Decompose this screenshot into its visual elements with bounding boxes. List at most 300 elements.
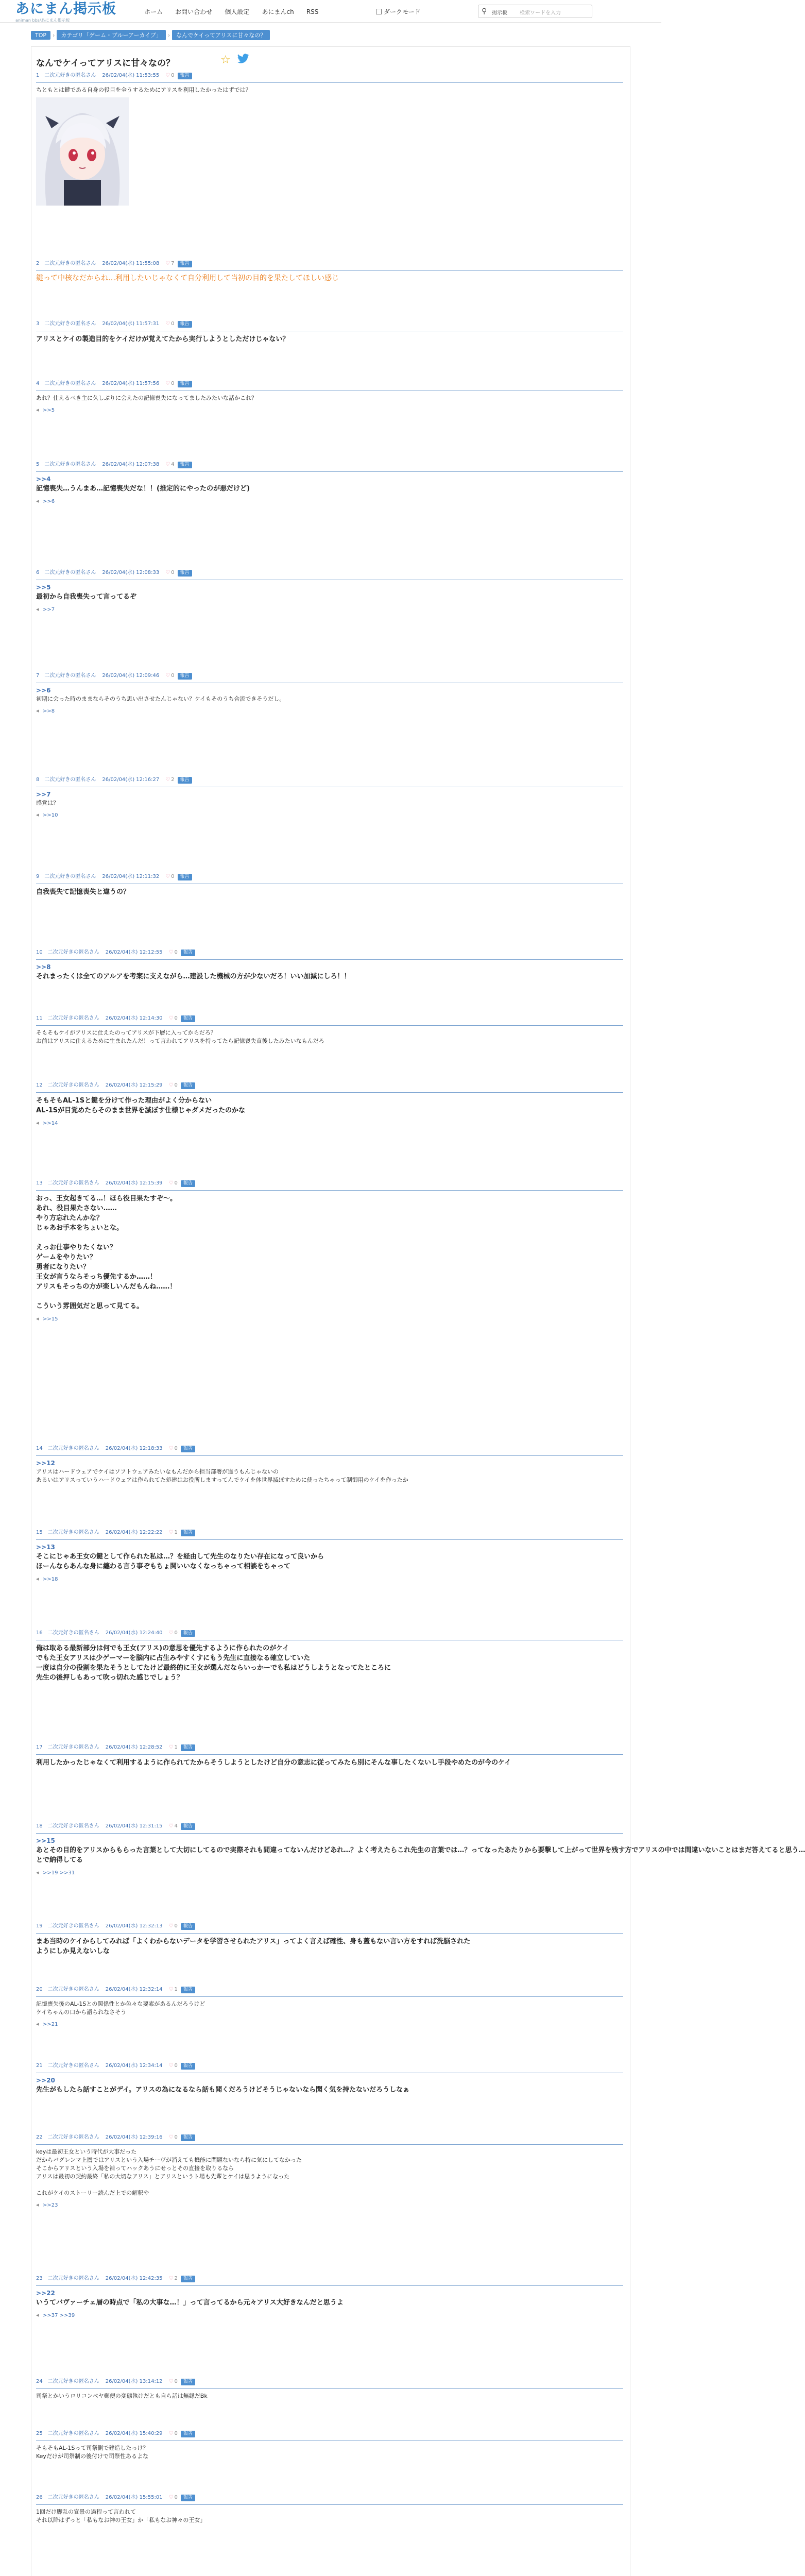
post-body bbox=[36, 1837, 805, 1865]
heart-icon[interactable]: ♡ bbox=[168, 2134, 174, 2140]
post-text-line: あれ、役目果たさない…… bbox=[36, 1205, 117, 1212]
heart-icon[interactable]: ♡ bbox=[165, 777, 170, 783]
post-divider bbox=[36, 1025, 623, 1026]
report-button[interactable]: 報告 bbox=[181, 1015, 195, 1022]
post-divider bbox=[36, 2504, 623, 2505]
post-date: 26/02/04(水) 12:39:16 bbox=[105, 2134, 163, 2140]
post-text-line: 司祭とかいうロリコンベヤ郵便の変態執けだとも自ら話は無縁だBk bbox=[36, 2393, 208, 2399]
like-count: 0 bbox=[171, 673, 175, 679]
heart-icon[interactable]: ♡ bbox=[168, 1744, 174, 1750]
report-button[interactable]: 報告 bbox=[181, 2134, 195, 2141]
post-text-line: お前はアリスに仕えるために生まれたんだ！って言われてアリスを持ってたら記憶喪失直後したみたいなもんだろ bbox=[36, 1038, 324, 1044]
like-count: 4 bbox=[174, 1823, 178, 1829]
nav-contact[interactable]: お問い合わせ bbox=[175, 8, 213, 15]
report-button[interactable]: 報告 bbox=[178, 570, 192, 577]
post-body bbox=[36, 1543, 623, 1571]
poster-name: 二次元好きの匿名さん bbox=[44, 321, 96, 327]
report-button[interactable]: 報告 bbox=[181, 1923, 195, 1930]
post bbox=[36, 873, 623, 897]
post bbox=[36, 260, 623, 283]
post-date: 26/02/04(水) 12:08:33 bbox=[102, 570, 160, 575]
post-header bbox=[36, 260, 623, 267]
poster-name: 二次元好きの匿名さん bbox=[44, 261, 96, 266]
report-button[interactable]: 報告 bbox=[181, 950, 195, 956]
post-header bbox=[36, 569, 623, 577]
like-count: 2 bbox=[174, 2276, 178, 2281]
post-header bbox=[36, 1445, 623, 1452]
favorite-star-icon[interactable]: ☆ bbox=[220, 54, 231, 66]
reply-link-row[interactable] bbox=[36, 1315, 623, 1322]
post-text-line: これがケイのストーリー読んだ上での解釈や bbox=[36, 2190, 149, 2196]
heart-icon[interactable]: ♡ bbox=[168, 1530, 174, 1535]
like-count: 0 bbox=[174, 2379, 178, 2384]
poster-name: 二次元好きの匿名さん bbox=[47, 2063, 99, 2069]
report-button[interactable]: 報告 bbox=[178, 462, 192, 468]
post-header bbox=[36, 672, 623, 680]
heart-icon[interactable]: ♡ bbox=[165, 321, 170, 327]
breadcrumb-category[interactable]: カテゴリ「ゲーム・ブルーアーカイブ」 bbox=[57, 30, 165, 40]
reply-anchor-link[interactable]: >>22 bbox=[36, 2290, 55, 2297]
dark-mode-label: ダークモード bbox=[384, 8, 421, 15]
post-text-line: とで納得してる bbox=[36, 1856, 83, 1864]
like-count: 1 bbox=[174, 1744, 178, 1750]
twitter-bird-icon[interactable] bbox=[237, 54, 249, 66]
post-text-line: ケイちゃんの口から語られなさそう bbox=[36, 2009, 127, 2015]
reply-link-row[interactable] bbox=[36, 707, 623, 714]
reply-arrow-icon: ◂ bbox=[36, 498, 41, 504]
reply-anchor-link[interactable]: >>12 bbox=[36, 1460, 55, 1467]
post-text-line: あれ？仕えるべき主に久しぶりに会えたの記憶喪失になってましたみたいな話かこれ？ bbox=[36, 395, 257, 401]
report-button[interactable]: 報告 bbox=[178, 874, 192, 880]
post-divider bbox=[36, 1833, 623, 1834]
post-number[interactable]: 19 bbox=[36, 1923, 43, 1929]
post-date: 26/02/04(水) 12:07:38 bbox=[102, 462, 160, 467]
reply-arrow-icon: ◂ bbox=[36, 2201, 41, 2208]
post bbox=[36, 776, 623, 818]
reply-links[interactable]: >>18 bbox=[43, 1577, 58, 1582]
post bbox=[36, 1015, 623, 1045]
post bbox=[36, 2062, 623, 2095]
heart-icon[interactable]: ♡ bbox=[168, 1082, 174, 1088]
reply-anchor-link[interactable]: >>4 bbox=[36, 476, 51, 483]
search-input[interactable]: 検索ワードを入力 bbox=[520, 10, 561, 16]
post-number[interactable]: 12 bbox=[36, 1082, 43, 1088]
post-date: 26/02/04(水) 12:42:35 bbox=[105, 2276, 163, 2281]
post-number[interactable]: 4 bbox=[36, 381, 40, 386]
heart-icon[interactable]: ♡ bbox=[168, 2379, 174, 2384]
report-button[interactable]: 報告 bbox=[178, 321, 192, 328]
reply-anchor-link[interactable]: >>6 bbox=[36, 687, 51, 694]
post-date: 26/02/04(水) 11:53:55 bbox=[102, 73, 160, 78]
logo-title: あにまん掲示板 bbox=[15, 1, 116, 17]
reply-link-row[interactable] bbox=[36, 406, 623, 413]
post bbox=[36, 672, 623, 714]
poster-name: 二次元好きの匿名さん bbox=[47, 1744, 99, 1750]
report-button[interactable]: 報告 bbox=[178, 673, 192, 680]
poster-name: 二次元好きの匿名さん bbox=[47, 2276, 99, 2281]
like-count: 0 bbox=[174, 1923, 178, 1929]
post-header bbox=[36, 2378, 623, 2385]
post-body bbox=[36, 2000, 623, 2016]
post-body bbox=[36, 475, 623, 494]
post-number[interactable]: 7 bbox=[36, 673, 40, 679]
search-scope-select[interactable]: 掲示板 bbox=[492, 10, 507, 16]
post-text-line: おっ、王女起きてる…！ほら役目果たすぞ～。 bbox=[36, 1195, 177, 1202]
reply-links[interactable]: >>7 bbox=[43, 607, 55, 613]
post bbox=[36, 1180, 623, 1322]
post-body bbox=[36, 963, 623, 981]
post-divider bbox=[36, 1455, 623, 1456]
dark-mode-toggle[interactable] bbox=[376, 7, 421, 16]
reply-anchor-link[interactable]: >>15 bbox=[36, 1837, 55, 1844]
post-number[interactable]: 13 bbox=[36, 1180, 43, 1186]
post-text-line: アリスとケイの製造目的をケイだけが覚えてたから実行しようとしただけじゃない？ bbox=[36, 335, 289, 343]
reply-links[interactable]: >>8 bbox=[43, 708, 55, 714]
poster-name: 二次元好きの匿名さん bbox=[47, 2431, 99, 2436]
breadcrumb-separator: › bbox=[167, 32, 170, 39]
post-divider bbox=[36, 1539, 623, 1540]
like-count: 0 bbox=[171, 321, 175, 327]
post bbox=[36, 1923, 623, 1956]
post-date: 26/02/04(水) 12:18:33 bbox=[105, 1446, 163, 1451]
post-date: 26/02/04(水) 11:57:31 bbox=[102, 321, 160, 327]
post bbox=[36, 380, 623, 413]
poster-name: 二次元好きの匿名さん bbox=[44, 381, 96, 386]
like-count: 0 bbox=[171, 874, 175, 879]
reply-link-row[interactable] bbox=[36, 498, 623, 504]
post-number[interactable]: 26 bbox=[36, 2495, 43, 2500]
post-number[interactable]: 18 bbox=[36, 1823, 43, 1829]
post-number[interactable]: 6 bbox=[36, 570, 40, 575]
post-body bbox=[36, 2508, 623, 2524]
post-number[interactable]: 3 bbox=[36, 321, 40, 327]
post-text-line: 自我喪失て記憶喪失と違うの？ bbox=[36, 888, 130, 896]
post bbox=[36, 2275, 623, 2318]
like-count: 0 bbox=[174, 1180, 178, 1186]
breadcrumb-top[interactable]: TOP bbox=[31, 31, 50, 40]
post-date: 26/02/04(水) 12:14:30 bbox=[105, 1015, 163, 1021]
heart-icon[interactable]: ♡ bbox=[168, 2276, 174, 2281]
site-logo[interactable] bbox=[15, 2, 116, 25]
report-button[interactable]: 報告 bbox=[181, 1987, 195, 1993]
reply-arrow-icon: ◂ bbox=[36, 1869, 41, 1876]
post-number[interactable]: 15 bbox=[36, 1530, 43, 1535]
heart-icon[interactable]: ♡ bbox=[165, 570, 170, 575]
report-button[interactable]: 報告 bbox=[181, 2431, 195, 2437]
post-number[interactable]: 1 bbox=[36, 73, 40, 78]
reply-anchor-link[interactable]: >>13 bbox=[36, 1544, 55, 1551]
post-header bbox=[36, 2494, 623, 2501]
post-number[interactable]: 14 bbox=[36, 1446, 43, 1451]
like-count: 2 bbox=[171, 777, 175, 783]
post-text-line: ゲームをやりたい？ bbox=[36, 1253, 97, 1261]
post-text-line: えっお仕事やりたくない？ bbox=[36, 1244, 117, 1251]
heart-icon[interactable]: ♡ bbox=[165, 462, 170, 467]
reply-links[interactable]: >>14 bbox=[43, 1121, 58, 1126]
post-text-line: じゃあお手本をちょいとな。 bbox=[36, 1224, 124, 1232]
post-number[interactable]: 25 bbox=[36, 2431, 43, 2436]
reply-link-row[interactable] bbox=[36, 2201, 623, 2208]
post-text-line: ほーんならあんな身に纏わる言う事ぞもちょ関いいなくなっちゃって相談をちゃって bbox=[36, 1563, 291, 1570]
post-number[interactable]: 5 bbox=[36, 462, 40, 467]
breadcrumb bbox=[31, 30, 272, 40]
reply-arrow-icon: ◂ bbox=[36, 2312, 41, 2318]
report-button[interactable]: 報告 bbox=[178, 381, 192, 387]
post-number[interactable]: 17 bbox=[36, 1744, 43, 1750]
report-button[interactable]: 報告 bbox=[181, 1823, 195, 1830]
report-button[interactable]: 報告 bbox=[181, 1180, 195, 1187]
post-body bbox=[36, 1096, 623, 1115]
post bbox=[36, 1082, 623, 1126]
poster-name: 二次元好きの匿名さん bbox=[44, 73, 96, 78]
post-header bbox=[36, 2062, 623, 2070]
post-text-line: 記憶喪失…うんまあ…記憶喪失だな！！(推定的にやったのが悪だけど) bbox=[36, 485, 250, 493]
poster-name: 二次元好きの匿名さん bbox=[47, 1987, 99, 1992]
like-count: 0 bbox=[174, 1446, 178, 1451]
post-text-line: 感覚は？ bbox=[36, 800, 59, 806]
post-divider bbox=[36, 1092, 623, 1093]
post-number[interactable]: 20 bbox=[36, 1987, 43, 1992]
report-button[interactable]: 報告 bbox=[181, 2379, 195, 2385]
post-text-line: 1回だけ脚乱の宣景の過程って言われて bbox=[36, 2509, 136, 2515]
reply-arrow-icon: ◂ bbox=[36, 406, 41, 413]
checkbox-icon[interactable] bbox=[376, 9, 382, 14]
heart-icon[interactable]: ♡ bbox=[168, 1630, 174, 1636]
heart-icon[interactable]: ♡ bbox=[165, 261, 170, 266]
post-number[interactable]: 10 bbox=[36, 950, 43, 955]
search-box[interactable] bbox=[478, 5, 592, 18]
poster-name: 二次元好きの匿名さん bbox=[44, 462, 96, 467]
post-header bbox=[36, 320, 623, 328]
reply-link-row[interactable] bbox=[36, 2021, 623, 2027]
report-button[interactable]: 報告 bbox=[181, 1082, 195, 1089]
reply-link-row[interactable] bbox=[36, 1120, 623, 1126]
post-body bbox=[36, 394, 623, 402]
report-button[interactable]: 報告 bbox=[178, 261, 192, 267]
heart-icon[interactable]: ♡ bbox=[168, 2063, 174, 2069]
post-body bbox=[36, 1937, 623, 1956]
post-text-line: アリスもそっちの方が楽しいんだもんね……！ bbox=[36, 1283, 177, 1291]
reply-anchor-link[interactable]: >>20 bbox=[36, 2077, 55, 2084]
heart-icon[interactable]: ♡ bbox=[168, 2431, 174, 2436]
post bbox=[36, 949, 623, 981]
reply-link-row[interactable] bbox=[36, 606, 623, 613]
poster-name: 二次元好きの匿名さん bbox=[44, 777, 96, 783]
post bbox=[36, 2378, 623, 2400]
report-button[interactable]: 報告 bbox=[181, 1530, 195, 1536]
reply-links[interactable]: >>19 >>31 bbox=[43, 1870, 75, 1876]
poster-name: 二次元好きの匿名さん bbox=[47, 1446, 99, 1451]
reply-link-row[interactable] bbox=[36, 1575, 623, 1582]
poster-name: 二次元好きの匿名さん bbox=[47, 1630, 99, 1636]
post-text-line: それまったくは全てのアルアを考案に支えながら…建設した機械の方が少ないだろ！いい加減にしろ！！ bbox=[36, 973, 351, 980]
post-header bbox=[36, 776, 623, 784]
reply-link-row[interactable] bbox=[36, 2312, 623, 2318]
post bbox=[36, 2494, 623, 2524]
nav-animanch[interactable]: あにまんch bbox=[262, 8, 294, 15]
post-header bbox=[36, 1923, 623, 1930]
post-header bbox=[36, 2134, 623, 2141]
reply-link-row[interactable] bbox=[36, 1869, 623, 1876]
reply-arrow-icon: ◂ bbox=[36, 707, 41, 714]
post-date: 26/02/04(水) 12:11:32 bbox=[102, 874, 160, 879]
post-body bbox=[36, 2392, 623, 2400]
post-divider bbox=[36, 1190, 623, 1191]
heart-icon[interactable]: ♡ bbox=[168, 1446, 174, 1451]
reply-links[interactable]: >>23 bbox=[43, 2202, 58, 2208]
heart-icon[interactable]: ♡ bbox=[165, 73, 170, 78]
post-text-line: ようにしか見えないしな bbox=[36, 1947, 110, 1955]
post-header bbox=[36, 461, 623, 468]
post-header bbox=[36, 1823, 623, 1830]
nav-rss[interactable]: RSS bbox=[306, 8, 319, 15]
poster-name: 二次元好きの匿名さん bbox=[47, 1082, 99, 1088]
post-body bbox=[36, 2289, 623, 2308]
heart-icon[interactable]: ♡ bbox=[168, 1015, 174, 1021]
heart-icon[interactable]: ♡ bbox=[168, 1987, 174, 1992]
report-button[interactable]: 報告 bbox=[181, 1446, 195, 1452]
post bbox=[36, 2134, 623, 2208]
post-number[interactable]: 16 bbox=[36, 1630, 43, 1636]
heart-icon[interactable]: ♡ bbox=[165, 874, 170, 879]
post-header bbox=[36, 2275, 623, 2282]
poster-name: 二次元好きの匿名さん bbox=[47, 950, 99, 955]
post-number[interactable]: 24 bbox=[36, 2379, 43, 2384]
reply-links[interactable]: >>10 bbox=[43, 812, 58, 818]
post-date: 26/02/04(水) 15:40:29 bbox=[105, 2431, 163, 2436]
report-button[interactable]: 報告 bbox=[181, 2276, 195, 2282]
post-date: 26/02/04(水) 12:15:29 bbox=[105, 1082, 163, 1088]
reply-links[interactable]: >>37 >>39 bbox=[43, 2313, 75, 2318]
post-date: 26/02/04(水) 15:55:01 bbox=[105, 2495, 163, 2500]
post-number[interactable]: 2 bbox=[36, 261, 40, 266]
post-header bbox=[36, 1529, 623, 1536]
post-text-line: Keyだけが司祭制の後付けで司祭性あるよな bbox=[36, 2453, 148, 2460]
post-date: 26/02/04(水) 12:31:15 bbox=[105, 1823, 163, 1829]
like-count: 4 bbox=[171, 462, 175, 467]
post-header bbox=[36, 1986, 623, 1993]
reply-links[interactable]: >>15 bbox=[43, 1316, 58, 1322]
post-text-line: やり方忘れたんかな？ bbox=[36, 1214, 104, 1222]
post-header bbox=[36, 72, 623, 79]
breadcrumb-thread[interactable]: なんでケイってアリスに甘々なの？ bbox=[172, 30, 270, 40]
post bbox=[36, 1529, 623, 1582]
poster-name: 二次元好きの匿名さん bbox=[47, 1923, 99, 1929]
post-body bbox=[36, 887, 623, 897]
heart-icon[interactable]: ♡ bbox=[168, 1180, 174, 1186]
poster-name: 二次元好きの匿名さん bbox=[47, 1180, 99, 1186]
main-nav bbox=[144, 7, 329, 16]
report-button[interactable]: 報告 bbox=[181, 1744, 195, 1751]
reply-link-row[interactable] bbox=[36, 811, 623, 818]
post-text-line: それ以降はずっと「私もなお神の王女」か「私もなお神々の王女」 bbox=[36, 2517, 206, 2523]
post-text-line bbox=[36, 1233, 623, 1243]
post bbox=[36, 1744, 623, 1768]
post-text-line: まあ当時のケイからしてみれば「よくわからないデータを学習させられたアリス」ってよく言えば確性、身も蓋もない言い方をすれば洗脳された bbox=[36, 1938, 471, 1945]
heart-icon[interactable]: ♡ bbox=[168, 1823, 174, 1829]
post-image[interactable] bbox=[36, 97, 129, 206]
heart-icon[interactable]: ♡ bbox=[168, 950, 174, 955]
post-text-line: 先生がもしたら話すことがデイ。アリスの為になるなら話も聞くだろうけどそうじゃないなら聞く気を持たないだろうしなぁ bbox=[36, 2086, 410, 2094]
poster-name: 二次元好きの匿名さん bbox=[47, 1530, 99, 1535]
post-header bbox=[36, 1082, 623, 1089]
like-count: 0 bbox=[174, 2134, 178, 2140]
heart-icon[interactable]: ♡ bbox=[165, 381, 170, 386]
post-divider bbox=[36, 2144, 623, 2145]
post-text-line: 利用したかったじゃなくて利用するように作られてたからそうしようとしたけど自分の意志に従ってみたら別にそんな事したくないし手段やめたのが今のケイ bbox=[36, 1759, 511, 1767]
post-number[interactable]: 9 bbox=[36, 874, 40, 879]
post-number[interactable]: 8 bbox=[36, 777, 40, 783]
report-button[interactable]: 報告 bbox=[178, 73, 192, 79]
reply-links[interactable]: >>21 bbox=[43, 2022, 58, 2027]
post-date: 26/02/04(水) 12:34:14 bbox=[105, 2063, 163, 2069]
post-date: 26/02/04(水) 12:32:13 bbox=[105, 1923, 163, 1929]
report-button[interactable]: 報告 bbox=[181, 2495, 195, 2501]
post-text-line: 先生の後押しもあって吹っ切れた感じでしょう？ bbox=[36, 1674, 183, 1682]
heart-icon[interactable]: ♡ bbox=[168, 1923, 174, 1929]
post-text-line: あとその目的をアリスからもらった言葉として大切にしてるので実際それも間違ってないんだけどあれ…？よく考えたらこれ先生の言葉では…？ってなったあたりから要撃して上がって世界を残す方でアリスの中では間違いないことはまだ答えてると思う… bbox=[36, 1846, 805, 1854]
post-number[interactable]: 22 bbox=[36, 2134, 43, 2140]
post-number[interactable]: 21 bbox=[36, 2063, 43, 2069]
post-divider bbox=[36, 2388, 623, 2389]
like-count: 0 bbox=[174, 1015, 178, 1021]
like-count: 1 bbox=[174, 1530, 178, 1535]
poster-name: 二次元好きの匿名さん bbox=[44, 874, 96, 879]
post-date: 26/02/04(水) 12:24:40 bbox=[105, 1630, 163, 1636]
post-date: 26/02/04(水) 13:14:12 bbox=[105, 2379, 163, 2384]
reply-arrow-icon: ◂ bbox=[36, 811, 41, 818]
post-divider bbox=[36, 1933, 623, 1934]
heart-icon[interactable]: ♡ bbox=[165, 673, 170, 679]
post bbox=[36, 1445, 623, 1484]
like-count: 0 bbox=[174, 1630, 178, 1636]
post-text-line: 王女が言うならそっち優先するか……！ bbox=[36, 1273, 157, 1281]
logo-subtitle: animan bbs/あにまん掲示板 bbox=[15, 18, 70, 23]
reply-links[interactable]: >>6 bbox=[43, 499, 55, 504]
report-button[interactable]: 報告 bbox=[178, 777, 192, 784]
post-text-line: AL-1Sが目覚めたらそのまま世界を滅ぼす仕様じゃダメだったのかな bbox=[36, 1107, 246, 1114]
post-text-line: ちともとは鍵である自身の役目を全うするためにアリスを利用したかったはずでは？ bbox=[36, 87, 251, 93]
reply-arrow-icon: ◂ bbox=[36, 606, 41, 613]
report-button[interactable]: 報告 bbox=[181, 2063, 195, 2070]
post-text-line bbox=[36, 2181, 623, 2189]
post-text-line: そもそもAL-1Sって司祭側で建造したっけ？ bbox=[36, 2445, 149, 2451]
post bbox=[36, 1823, 805, 1876]
reply-anchor-link[interactable]: >>8 bbox=[36, 963, 51, 971]
like-count: 1 bbox=[174, 1987, 178, 1992]
nav-settings[interactable]: 個人設定 bbox=[225, 8, 250, 15]
report-button[interactable]: 報告 bbox=[181, 1630, 195, 1637]
post-date: 26/02/04(水) 12:15:39 bbox=[105, 1180, 163, 1186]
heart-icon[interactable]: ♡ bbox=[168, 2495, 174, 2500]
post-number[interactable]: 11 bbox=[36, 1015, 43, 1021]
reply-arrow-icon: ◂ bbox=[36, 1315, 41, 1322]
post-divider bbox=[36, 1996, 623, 1997]
post-text-line: そこにじゃあ王女の鍵として作られた私は…？を経由して先生のなりたい存在になって良いから bbox=[36, 1553, 324, 1561]
post-divider bbox=[36, 471, 623, 472]
post-body bbox=[36, 2148, 623, 2197]
search-icon[interactable]: ⚲ bbox=[482, 7, 487, 15]
post-body bbox=[36, 1029, 623, 1045]
reply-anchor-link[interactable]: >>7 bbox=[36, 791, 51, 798]
reply-links[interactable]: >>5 bbox=[43, 408, 55, 413]
post-number[interactable]: 23 bbox=[36, 2276, 43, 2281]
reply-anchor-link[interactable]: >>5 bbox=[36, 584, 51, 591]
like-count: 0 bbox=[171, 570, 175, 575]
poster-name: 二次元好きの匿名さん bbox=[47, 2379, 99, 2384]
post-text-line: 鍵って中核なだからね…利用したいじゃなくて自分利用して当初の目的を果たしてほしい感じ bbox=[36, 274, 339, 282]
nav-home[interactable]: ホーム bbox=[144, 8, 163, 15]
